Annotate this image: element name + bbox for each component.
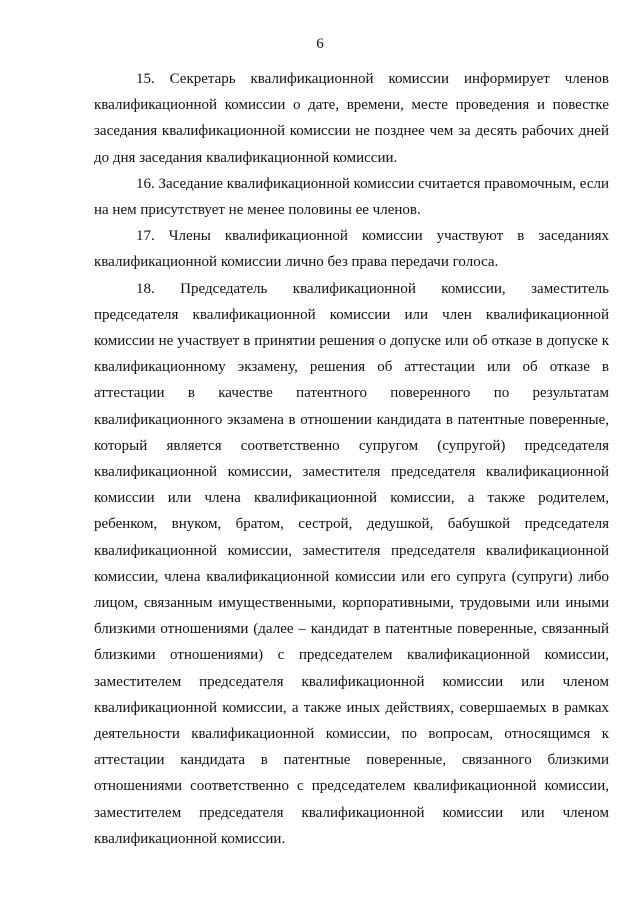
paragraph-15: 15. Секретарь квалификационной комиссии информирует членов квалификационной комиссии о дате, времени, месте проведения и повестке заседания квалификационной комиссии не позднее чем за десять рабочих дней до дня заседания квалификационной комиссии. (94, 71, 609, 166)
page-number: 6 (316, 36, 324, 52)
paragraph-16: 16. Заседание квалификационной комиссии считается правомочным, если на нем присутствует не менее половины ее членов. (94, 175, 609, 219)
paragraph-18: 18. Председатель квалификационной комиссии, заместитель председателя квалификационной комиссии или член квалификационной комиссии не участвует в принятии решения о допуске или об отказе в допуске к квалификационному экзамену, решения об аттестации или об отказе в аттестации в качестве патентного поверенного по результатам квалификационного экзамена в отношении кандидата в патентные поверенные, который является соответственно супругом (супругой) председателя квалификационной комиссии, заместителя председателя квалификационной комиссии или члена квалификационной комиссии, а также родителем, ребенком, внуком, братом, сестрой, дедушкой, бабушкой председателя квалификационной комиссии, заместителя председателя квалификационной комиссии, члена квалификационной комиссии или его супруга (супруги) либо лицом, связанным имущественными, корпоративными, трудовыми или иными близкими отношениями (далее – кандидат в патентные поверенные, связанный близкими отношениями) с председателем квалификационной комиссии, заместителем председателя квалификационной комиссии или членом квалификационной комиссии, а также иных действиях, совершаемых в рамках деятельности квалификационной комиссии, по вопросам, относящимся к аттестации кандидата в патентные поверенные, связанного близкими отношениями соответственно с председателем квалификационной комиссии, заместителем председателя квалификационной комиссии или членом квалификационной комиссии. (94, 280, 609, 847)
paragraph-17: 17. Члены квалификационной комиссии участвуют в заседаниях квалификационной комиссии лично без права передачи голоса. (94, 228, 609, 271)
document-body (94, 66, 609, 852)
